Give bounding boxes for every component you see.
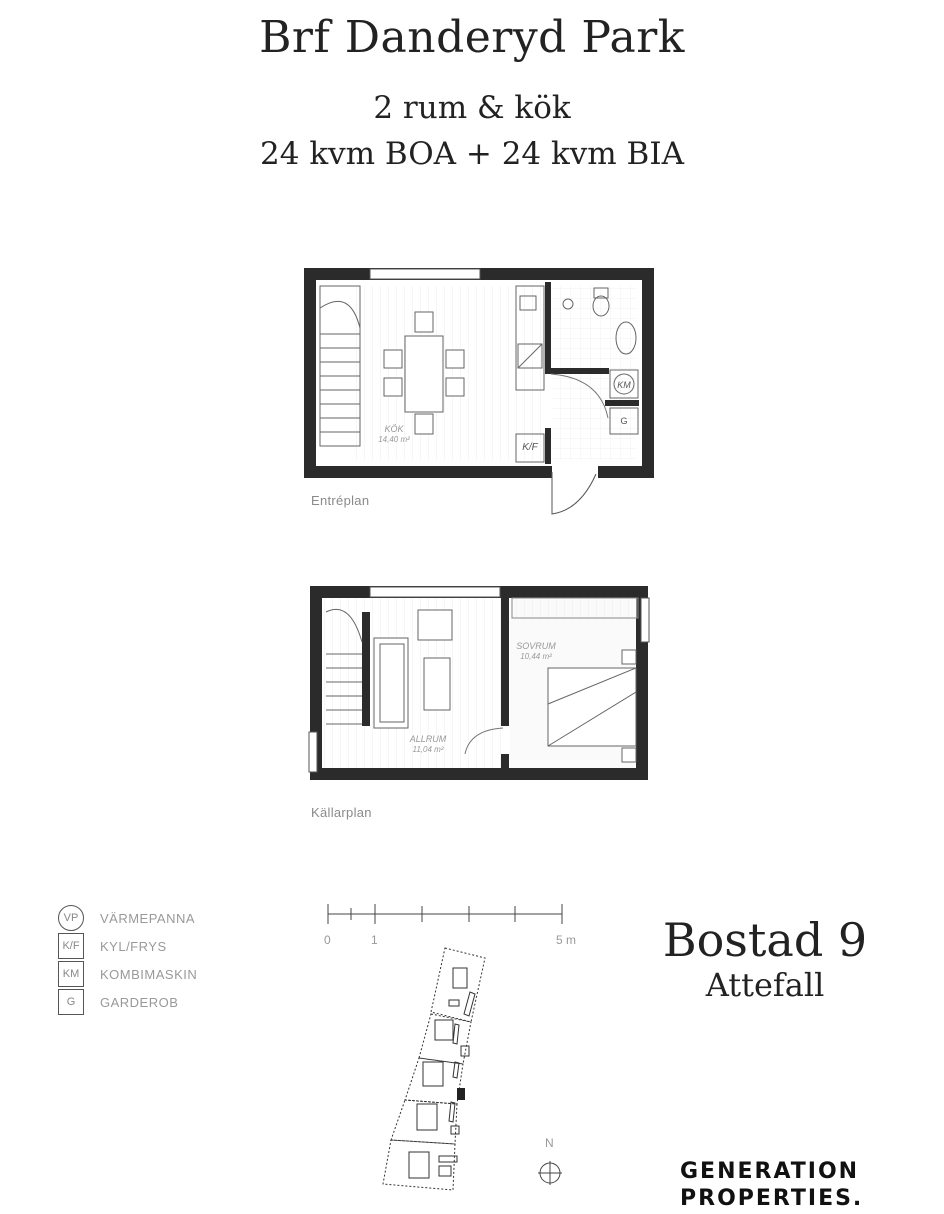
basement-floor-plan	[300, 582, 660, 792]
room-count: 2 rum & kök	[373, 90, 571, 126]
legend-g-text: GARDEROB	[100, 994, 179, 1010]
legend-km-symbol: KM	[58, 961, 84, 987]
scale-zero: 0	[324, 933, 331, 947]
legend-kf-symbol: K/F	[58, 933, 84, 959]
brand-logo	[680, 1158, 863, 1212]
site-plan	[375, 944, 495, 1200]
km-label: KM	[617, 380, 631, 390]
compass-north-label: N	[545, 1136, 554, 1150]
legend-item-kf	[58, 932, 167, 960]
scale-one: 1	[371, 933, 378, 947]
legend-kf-text: KYL/FRYS	[100, 938, 167, 954]
scale-bar	[320, 900, 570, 930]
unit-type: Attefall	[705, 966, 825, 1004]
entry-floor-plan	[300, 268, 660, 518]
kitchen-area: 14,40 m²	[378, 435, 410, 444]
g-label: G	[620, 416, 628, 426]
entry-plan-label: Entréplan	[311, 493, 370, 508]
legend-item-g	[58, 988, 178, 1016]
brand-line-2: PROPERTIES.	[680, 1186, 864, 1211]
legend-item-km	[58, 960, 197, 988]
scale-five: 5 m	[556, 933, 577, 947]
kf-label: K/F	[522, 442, 538, 453]
area-summary: 24 kvm BOA + 24 kvm BIA	[260, 136, 684, 172]
bedroom-area: 10,44 m²	[520, 652, 552, 661]
legend-vp-symbol: VP	[58, 905, 84, 931]
legend-km-text: KOMBIMASKIN	[100, 966, 198, 982]
living-name: ALLRUM	[409, 734, 447, 744]
legend-g-symbol: G	[58, 989, 84, 1015]
brand-line-1: GENERATION	[680, 1159, 860, 1184]
unit-name: Bostad 9	[662, 913, 868, 967]
living-area: 11,04 m²	[412, 745, 444, 754]
kitchen-name: KÖK	[384, 424, 404, 434]
compass-icon	[537, 1160, 563, 1186]
bedroom-name: SOVRUM	[516, 641, 556, 651]
project-title: Brf Danderyd Park	[259, 12, 685, 63]
legend-vp-text: VÄRMEPANNA	[100, 910, 196, 926]
legend-item-vp	[58, 904, 195, 932]
basement-plan-label: Källarplan	[311, 805, 372, 820]
